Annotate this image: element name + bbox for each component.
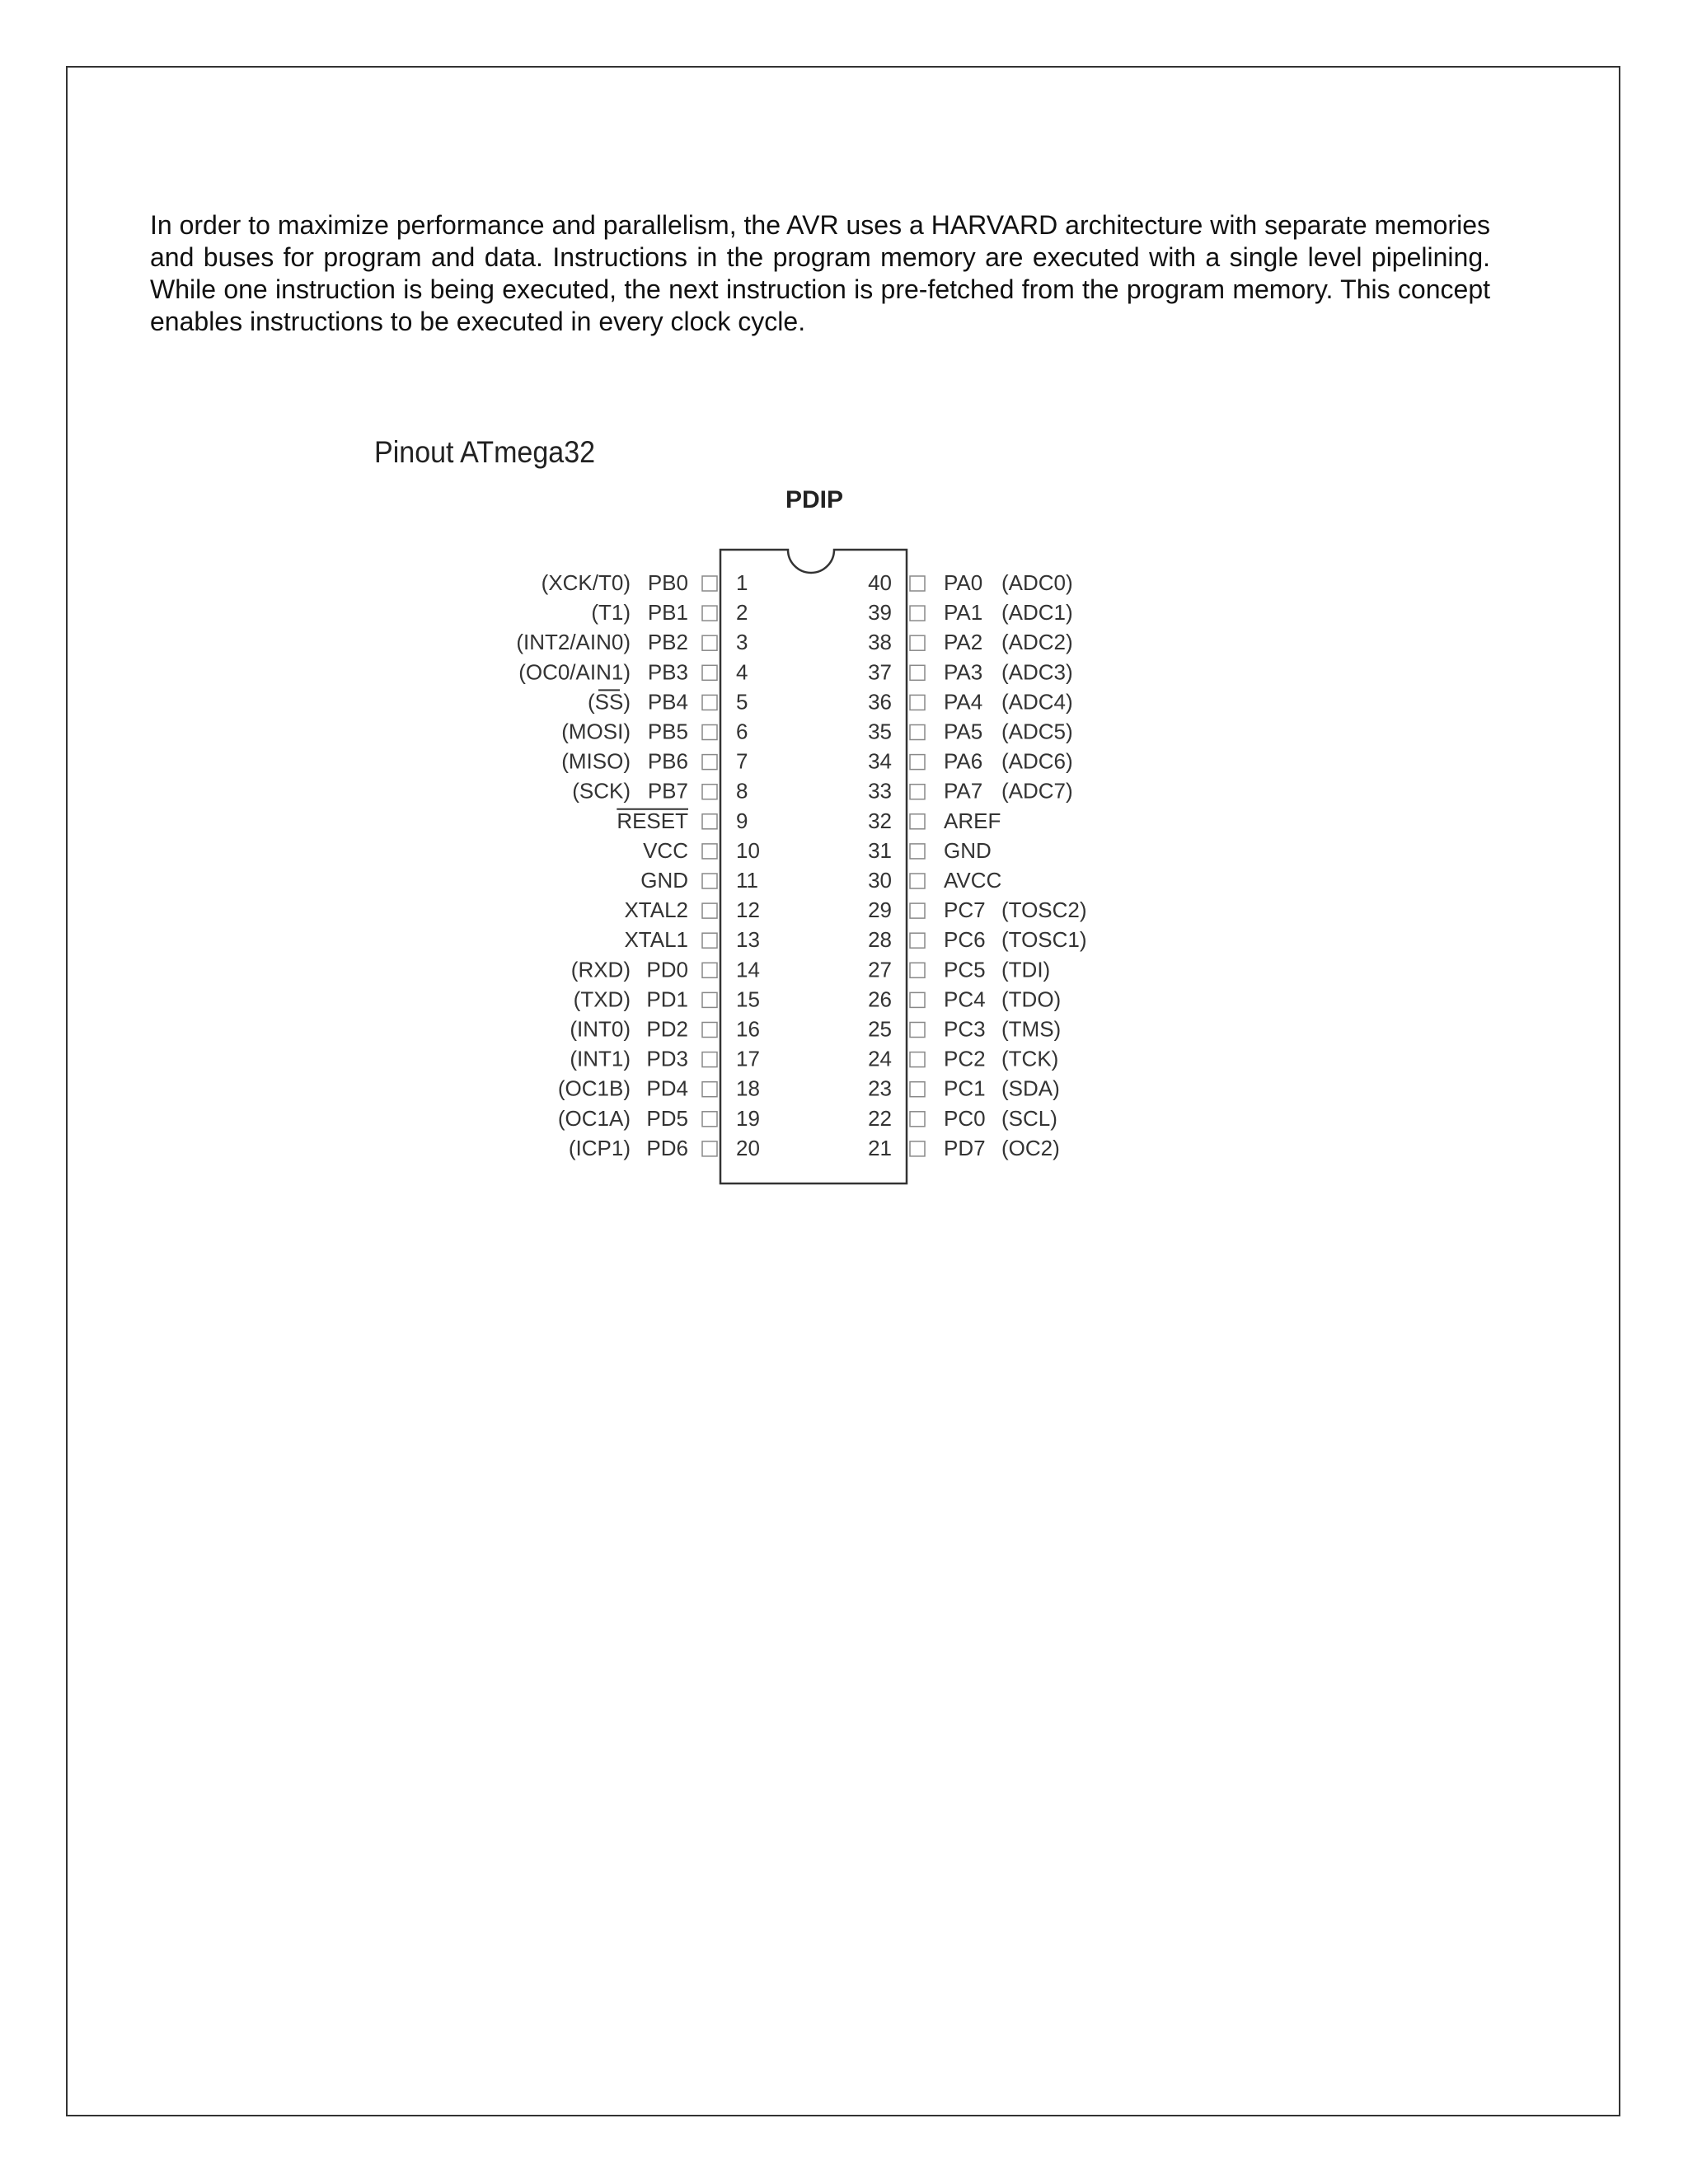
pin-number: 18 — [736, 1076, 760, 1101]
pin-name: PC1 — [944, 1076, 986, 1101]
pin-alt-function: (ADC2) — [1001, 630, 1073, 655]
pin-name: PA1 — [944, 600, 983, 626]
pin-pad — [702, 635, 717, 650]
pin-number: 23 — [868, 1076, 892, 1101]
pin-name: PB2 — [647, 630, 688, 655]
pin-name: PD6 — [646, 1135, 688, 1160]
body-paragraph: In order to maximize performance and parallelism, the AVR uses a HARVARD architecture with separate memories and buses for program and data. Instructions in the program memory are executed with a single level pipelining. While one instruction is being executed, the next instruction is pre-fetched from the program memory. This concept enables instructions to be executed in every clock cycle. — [150, 210, 1490, 336]
pin-number: 29 — [868, 898, 892, 923]
pin-number: 25 — [868, 1016, 892, 1042]
pin-pad — [910, 755, 925, 770]
pin-alt-function: (OC1A) — [557, 1105, 631, 1131]
pin-pad — [910, 963, 925, 977]
pin-name: PA6 — [944, 748, 983, 774]
pin-pad — [910, 576, 925, 591]
pin-number: 21 — [868, 1135, 892, 1160]
pin-name: PC5 — [944, 957, 986, 982]
pin-number: 28 — [868, 927, 892, 953]
pin-pad — [910, 933, 925, 948]
pin-pad — [702, 695, 717, 710]
package-label: PDIP — [785, 486, 844, 513]
pin-pad — [910, 814, 925, 829]
pin-alt-function: (TXD) — [573, 987, 631, 1012]
pin-name: PA5 — [944, 719, 983, 744]
pin-name: PD4 — [646, 1076, 688, 1101]
pin-number: 24 — [868, 1046, 892, 1071]
pin-number: 15 — [736, 987, 760, 1012]
pin-name: PC0 — [944, 1105, 986, 1131]
pin-alt-function: (ADC0) — [1001, 570, 1073, 595]
pin-number: 5 — [736, 689, 748, 715]
pin-pad — [910, 874, 925, 888]
pin-alt-function: (TOSC1) — [1001, 927, 1087, 953]
pin-pad — [702, 933, 717, 948]
pin-alt-function: (ICP1) — [568, 1135, 631, 1160]
pin-alt-function: (TMS) — [1001, 1016, 1062, 1042]
pin-pad — [702, 814, 717, 829]
pin-number: 7 — [736, 748, 748, 774]
pin-pad — [702, 963, 717, 977]
pin-name: PC2 — [944, 1046, 986, 1071]
pin-alt-function: (INT0) — [570, 1016, 631, 1042]
pin-number: 12 — [736, 898, 760, 923]
pin-name: PA0 — [944, 570, 983, 595]
pin-number: 26 — [868, 987, 892, 1012]
pin-number: 4 — [736, 659, 748, 685]
pin-name: PC7 — [944, 898, 986, 923]
pin-alt-function: (SDA) — [1001, 1076, 1060, 1101]
pin-name: PD1 — [646, 987, 688, 1012]
pin-alt-function: (ADC5) — [1001, 719, 1073, 744]
pin-name: XTAL1 — [624, 927, 688, 953]
pin-number: 2 — [736, 600, 748, 626]
pin-alt-function: (TOSC2) — [1001, 898, 1087, 923]
pin-name: PD7 — [944, 1135, 986, 1160]
pin-pad — [910, 665, 925, 680]
pin-alt-function: (OC2) — [1001, 1135, 1060, 1160]
pin-name: PA4 — [944, 689, 983, 715]
pin-pad — [910, 785, 925, 799]
pin-name: RESET — [617, 808, 688, 833]
pin-number: 40 — [868, 570, 892, 595]
pin-number: 9 — [736, 808, 748, 833]
figure-title: Pinout ATmega32 — [374, 435, 596, 469]
pin-number: 19 — [736, 1105, 760, 1131]
pin-pad — [702, 725, 717, 740]
pin-pad — [702, 844, 717, 859]
pin-name: VCC — [643, 837, 688, 863]
pin-number: 32 — [868, 808, 892, 833]
pin-name: PB5 — [647, 719, 688, 744]
pin-name: PD3 — [646, 1046, 688, 1071]
pin-name: PB4 — [647, 689, 688, 715]
pin-pad — [910, 844, 925, 859]
pin-number: 34 — [868, 748, 892, 774]
pin-pad — [702, 606, 717, 621]
pin-pad — [702, 1141, 717, 1156]
pin-number: 30 — [868, 868, 892, 893]
pin-number: 35 — [868, 719, 892, 744]
pin-pad — [910, 903, 925, 918]
pin-number: 27 — [868, 957, 892, 982]
pin-number: 39 — [868, 600, 892, 626]
pin-pad — [910, 695, 925, 710]
pin-alt-function: (MISO) — [561, 748, 631, 774]
pin-pad — [702, 755, 717, 770]
pin-number: 3 — [736, 630, 748, 655]
pin-pad — [910, 1141, 925, 1156]
pin-pad — [702, 1052, 717, 1067]
pin-name: PA7 — [944, 778, 983, 804]
pin-number: 31 — [868, 837, 892, 863]
pin-number: 33 — [868, 778, 892, 804]
pin-name: PB6 — [647, 748, 688, 774]
pin-name: PD0 — [646, 957, 688, 982]
pin-alt-function: (TCK) — [1001, 1046, 1059, 1071]
pin-pad — [702, 785, 717, 799]
pin-number: 16 — [736, 1016, 760, 1042]
pin-number: 22 — [868, 1105, 892, 1131]
pin-pad — [910, 606, 925, 621]
pin-number: 6 — [736, 719, 748, 744]
pin-pad — [702, 992, 717, 1007]
pin-name: AREF — [944, 808, 1001, 833]
pin-alt-function: (SS) — [588, 689, 631, 715]
pin-number: 17 — [736, 1046, 760, 1071]
pin-alt-function: (TDI) — [1001, 957, 1051, 982]
pin-pad — [910, 1112, 925, 1127]
pin-alt-function: (RXD) — [570, 957, 631, 982]
pin-pad — [702, 903, 717, 918]
pin-pad — [702, 1082, 717, 1097]
pin-alt-function: (ADC4) — [1001, 689, 1073, 715]
pin-alt-function: (ADC3) — [1001, 659, 1073, 685]
pin-number: 14 — [736, 957, 760, 982]
pin-name: GND — [640, 868, 688, 893]
pin-pad — [702, 576, 717, 591]
pin-alt-function: (ADC7) — [1001, 778, 1073, 804]
pin-number: 20 — [736, 1135, 760, 1160]
pin-name: PA3 — [944, 659, 983, 685]
pin-name: PB3 — [647, 659, 688, 685]
pin-number: 8 — [736, 778, 748, 804]
pin-pad — [910, 1082, 925, 1097]
pin-number: 37 — [868, 659, 892, 685]
pin-number: 38 — [868, 630, 892, 655]
pin-name: PB7 — [647, 778, 688, 804]
pin-number: 11 — [736, 868, 758, 893]
pin-alt-function: (SCL) — [1001, 1105, 1057, 1131]
pin-name: PD5 — [646, 1105, 688, 1131]
pin-name: PB0 — [647, 570, 688, 595]
pin-alt-function: (ADC1) — [1001, 600, 1073, 626]
pin-number: 36 — [868, 689, 892, 715]
pin-alt-function: (SCK) — [572, 778, 631, 804]
pin-number: 10 — [736, 837, 760, 863]
pin-pad — [702, 1023, 717, 1038]
pin-alt-function: (XCK/T0) — [541, 570, 631, 595]
pin-pad — [910, 635, 925, 650]
pin-alt-function: (ADC6) — [1001, 748, 1073, 774]
pin-number: 1 — [736, 570, 748, 595]
pin-name: PC3 — [944, 1016, 986, 1042]
pin-name: XTAL2 — [624, 898, 688, 923]
pin-alt-function: (TDO) — [1001, 987, 1062, 1012]
pin-pad — [702, 874, 717, 888]
pin-name: PB1 — [647, 600, 688, 626]
pin-name: PC4 — [944, 987, 986, 1012]
pin-alt-function: (MOSI) — [561, 719, 631, 744]
pin-pad — [702, 1112, 717, 1127]
pin-pad — [910, 1023, 925, 1038]
pin-alt-function: (T1) — [591, 600, 631, 626]
pin-pad — [910, 992, 925, 1007]
pin-number: 13 — [736, 927, 760, 953]
pin-alt-function: (OC0/AIN1) — [518, 659, 631, 685]
pin-pad — [702, 665, 717, 680]
pin-alt-function: (OC1B) — [557, 1076, 631, 1101]
pin-name: PA2 — [944, 630, 983, 655]
pin-name: AVCC — [944, 868, 1002, 893]
pin-pad — [910, 1052, 925, 1067]
pin-name: GND — [944, 837, 992, 863]
pin-alt-function: (INT1) — [570, 1046, 631, 1071]
pin-name: PC6 — [944, 927, 986, 953]
pin-name: PD2 — [646, 1016, 688, 1042]
pin-alt-function: (INT2/AIN0) — [516, 630, 631, 655]
pin-pad — [910, 725, 925, 740]
